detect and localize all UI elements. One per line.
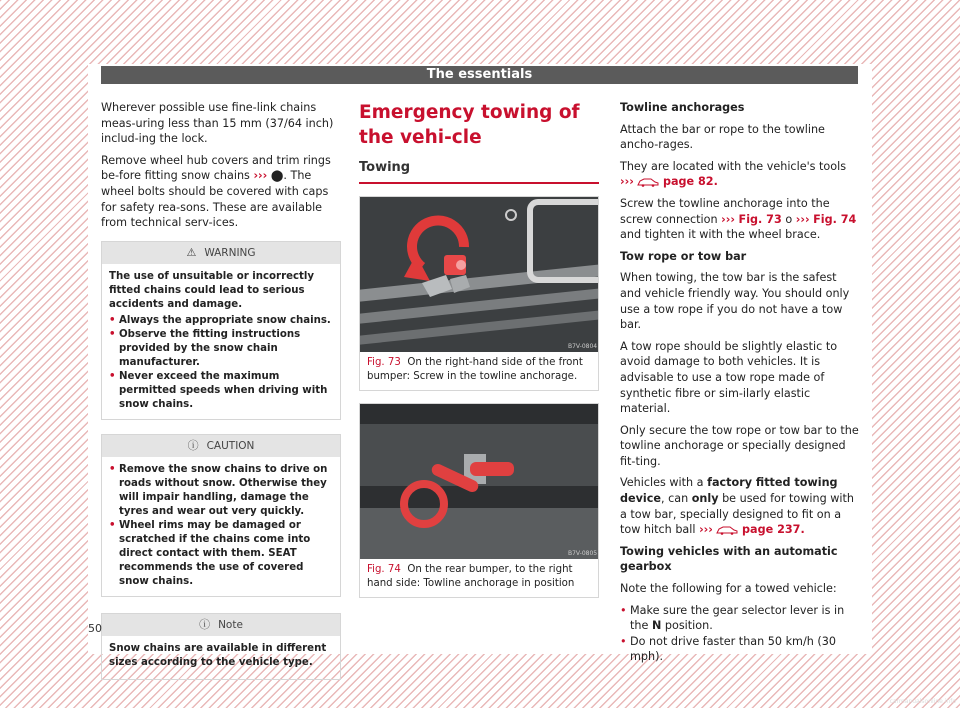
front-bumper-illustration	[360, 197, 598, 352]
figure-73-image	[360, 197, 598, 352]
arrow-ref[interactable]: ›››	[699, 523, 713, 537]
paragraph-elastic: A tow rope should be slightly elastic to avoid damage to both vehicles. It is advisable to use a tow rope made of synthetic fibre or sim-ilarly elastic material.	[620, 339, 838, 416]
car-icon	[716, 525, 738, 535]
bullet-icon: •	[109, 314, 116, 326]
figure-74-code: B7V-0805	[568, 549, 598, 557]
bullet-icon: •	[109, 328, 116, 340]
caution-box	[101, 434, 341, 597]
column-right	[620, 100, 860, 665]
column-left	[101, 100, 341, 680]
info-circle-icon: ⓘ	[187, 438, 199, 452]
caution-header: ⓘ CAUTION	[102, 435, 340, 457]
page-number: 50	[88, 622, 102, 635]
warning-box	[101, 241, 341, 420]
fig-74-link[interactable]: Fig. 74	[813, 212, 857, 226]
heading-automatic-gearbox: Towing vehicles with an automatic gearbox	[620, 544, 838, 574]
heading-towline-anchorages: Towline anchorages	[620, 101, 745, 114]
arrow-ref[interactable]: ›››	[253, 169, 268, 183]
paragraph-attach: Attach the bar or rope to the towline ancho-rages.	[620, 122, 825, 152]
heading-tow-rope: Tow rope or tow bar	[620, 249, 747, 263]
bullet-icon: •	[620, 634, 627, 648]
bullet-icon: •	[109, 463, 116, 475]
rear-bumper-illustration	[360, 404, 598, 559]
paragraph-located: They are located with the vehicle's tools ››› page 82.	[620, 159, 847, 189]
paragraph-secure: Only secure the tow rope or tow bar to the towline anchorage or specially designed fit-ting.	[620, 423, 859, 468]
list-item: • Never exceed the maximum permitted speeds when driving with snow chains.	[109, 370, 328, 410]
page-ref-237[interactable]: page 237	[742, 523, 801, 537]
paragraph-towing: When towing, the tow bar is the safest and vehicle friendly way. You should only use a tow rope if you do not have a tow bar.	[620, 271, 850, 332]
bullet-icon: •	[620, 603, 627, 617]
list-item: • Remove the snow chains to drive on roads without snow. Otherwise they will impair handling, damage the tyres and wear out very quickly.	[109, 463, 328, 517]
page-header: The essentials	[101, 66, 858, 84]
warning-header: ⚠ WARNING	[102, 242, 340, 264]
paragraph-chain-size: Wherever possible use fine-link chains meas-uring less than 15 mm (37/64 inch) includ-ing the lock.	[101, 101, 334, 146]
figure-73	[359, 196, 599, 391]
paragraph-screw: Screw the towline anchorage into the screw connection ››› Fig. 73 o ››› Fig. 74 and tighten it with the wheel brace.	[620, 196, 857, 242]
note-text: Snow chains are available in different sizes according to the vehicle type.	[109, 642, 327, 668]
paragraph-hub-covers: Remove wheel hub covers and trim rings be-fore fitting snow chains ››› ⬤. The wheel bolts should be covered with caps for safety rea-sons. These are available from technical serv-ices.	[101, 153, 331, 230]
figure-74-caption: Fig. 74 On the rear bumper, to the right hand side: Towline anchorage in position	[367, 563, 575, 589]
list-item: • Wheel rims may be damaged or scratched if the chains come into direct contact with them. SEAT recommends the use of covered snow chains.	[109, 519, 311, 587]
warning-circle-icon: ⬤	[270, 169, 284, 183]
site-watermark: carmanualsonline.info	[889, 698, 956, 705]
warning-triangle-icon: ⚠	[186, 245, 197, 259]
section-title: Emergency towing of the vehi-cle	[359, 102, 580, 148]
column-middle	[359, 100, 599, 598]
figure-74	[359, 403, 599, 598]
arrow-ref[interactable]: ›››	[620, 175, 634, 189]
figure-73-caption: Fig. 73 On the right-hand side of the front bumper: Screw in the towline anchorage.	[367, 356, 583, 382]
car-icon	[637, 177, 659, 187]
note-icon: ⓘ	[199, 617, 211, 631]
list-item: • Observe the fitting instructions provided by the snow chain manufacturer.	[109, 328, 301, 368]
paragraph-towing-device: Vehicles with a factory fitted towing device, can only be used for towing with a tow bar, specially designed to fit on a tow hitch ball ››› page 237.	[620, 476, 854, 537]
figure-74-image	[360, 404, 598, 559]
list-item: • Always the appropriate snow chains.	[109, 314, 331, 326]
bullet-icon: •	[109, 519, 116, 531]
bullet-icon: •	[109, 370, 116, 382]
list-item: • Do not drive faster than 50 km/h (30 mph).	[620, 634, 836, 664]
page-ref-82[interactable]: page 82	[662, 175, 714, 189]
list-item: • Make sure the gear selector lever is in the N position.	[620, 603, 845, 633]
note-box	[101, 613, 341, 680]
warning-intro: The use of unsuitable or incorrectly fitted chains could lead to serious accidents and damage.	[109, 270, 315, 310]
paragraph-note-following: Note the following for a towed vehicle:	[620, 582, 837, 596]
figure-73-code: B7V-0804	[568, 342, 598, 350]
subsection-title: Towing	[359, 160, 599, 184]
note-header: ⓘ Note	[102, 614, 340, 636]
fig-73-link[interactable]: Fig. 73	[738, 212, 782, 226]
